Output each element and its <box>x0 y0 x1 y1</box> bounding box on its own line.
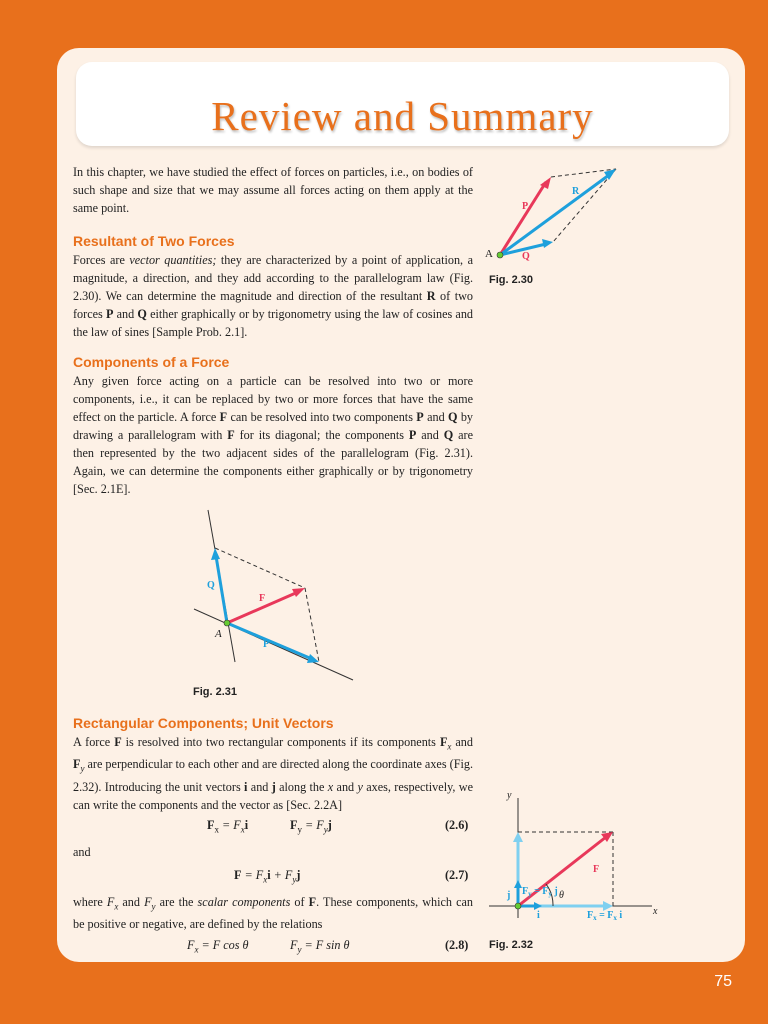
paragraph-scalar: where $F_x$ and $F_y$ are the scalar components of F. These components, which can be positive or negative, are defined by the relations <box>73 895 473 932</box>
equation-2-7: $F = F_xi + F_yj$ <box>234 868 301 885</box>
heading-rectangular: Rectangular Components; Unit Vectors <box>73 715 334 731</box>
caption-fig-2-30: Fig. 2.30 <box>489 274 534 286</box>
equation-number-2-7: (2.7) <box>445 868 469 882</box>
fig231-vector-p <box>227 623 312 659</box>
fig231-dash-right <box>305 588 319 662</box>
fig230-arrow-q <box>542 239 553 248</box>
figure-2-32 <box>487 786 667 926</box>
fig232-label-fx: $F_x = F_x$ i <box>587 910 623 922</box>
title-box <box>76 62 729 146</box>
heading-resultant: Resultant of Two Forces <box>73 233 235 249</box>
fig232-arrow-j <box>514 880 522 888</box>
fig232-label-y: y <box>507 790 512 801</box>
equation-2-8-fx: $F_x = F$ cos θ <box>187 938 249 955</box>
figure-2-30 <box>482 163 622 263</box>
equation-2-6-fx: $F_x = F_xi$ <box>207 818 249 835</box>
fig232-arrow-i <box>534 902 542 910</box>
fig231-arrow-f <box>292 588 305 597</box>
fig232-label-j: j <box>507 890 511 901</box>
equation-number-2-6: (2.6) <box>445 818 469 832</box>
and-word: and <box>73 845 91 859</box>
equation-2-6-fy: $F_y = F_yj$ <box>290 818 332 835</box>
fig231-label-f: F <box>259 593 266 604</box>
equation-2-8-fy: $F_y = F$ sin θ <box>290 938 350 955</box>
fig232-label-theta: θ <box>559 890 564 901</box>
fig230-label-a: A <box>485 248 493 260</box>
fig230-dash-right <box>553 169 616 242</box>
fig230-label-r: R <box>572 186 580 197</box>
paragraph-resultant: Forces are vector quantities; they are characterized by a point of application, a magnitude, a direction, and they add according to the parallelogram law (Fig. 2.30). We can determine the magnitude and direction of the resultant R of two forces P and Q either graphically or by trigonometry using the law of cosines and the law of sines [Sample Prob. 2.1]. <box>73 253 474 339</box>
paragraph-components: Any given force acting on a particle can be resolved into two or more components, i.e., it can be replaced by two or more forces that have the same effect on the particle. A force F can be resolved into two components P and Q by drawing a parallelogram with F for its diagonal; the components P and Q are then represented by the two adjacent sides of the parallelogram (Fig. 2.31). Again, we can determine the components either graphically or by trigonometry [Sec. 2.1E]. <box>73 374 474 496</box>
equation-number-2-8: (2.8) <box>445 938 469 952</box>
heading-components: Components of a Force <box>73 354 230 370</box>
fig230-point-a <box>497 252 503 258</box>
fig232-label-f: F <box>593 864 600 875</box>
fig231-vector-q <box>216 556 227 623</box>
fig230-vector-p <box>500 182 546 255</box>
fig232-label-fy: $F_y = F_y$ j <box>522 886 558 898</box>
figure-2-31 <box>187 506 357 686</box>
caption-fig-2-31: Fig. 2.31 <box>193 686 238 698</box>
fig232-arrow-fy <box>513 832 523 842</box>
fig231-arrow-p <box>307 654 319 663</box>
summary-card <box>57 48 745 962</box>
fig231-label-a: A <box>215 628 222 640</box>
fig230-label-q: Q <box>522 251 530 262</box>
paragraph-rectangular: A force F is resolved into two rectangular components if its components $F_x$ and $F_y$ are perpendicular to each other and are directed along the coordinate axes (Fig. 2.32). Introducing the unit vectors i and j along the x and y axes, respectively, we can write the components and the vector as [Sec. 2.2A] <box>73 735 473 812</box>
fig230-vector-r <box>500 175 609 255</box>
caption-fig-2-32: Fig. 2.32 <box>489 939 534 951</box>
fig231-label-p: P <box>263 639 270 650</box>
page-title: Review and Summary <box>211 93 594 139</box>
fig232-label-x: x <box>653 906 658 917</box>
fig230-label-p: P <box>522 201 529 212</box>
fig231-point-a <box>224 620 230 626</box>
fig231-arrow-q <box>211 548 220 560</box>
fig232-label-i: i <box>537 910 540 921</box>
fig231-dash-top <box>215 548 305 588</box>
fig231-label-q: Q <box>207 580 215 591</box>
fig231-axis-p <box>194 609 353 680</box>
fig232-origin <box>515 903 521 909</box>
page-number: 75 <box>714 973 732 990</box>
intro-paragraph: In this chapter, we have studied the effect of forces on particles, i.e., on bodies of such shape and size that we may assume all forces acting on them apply at the same point. <box>73 165 473 215</box>
